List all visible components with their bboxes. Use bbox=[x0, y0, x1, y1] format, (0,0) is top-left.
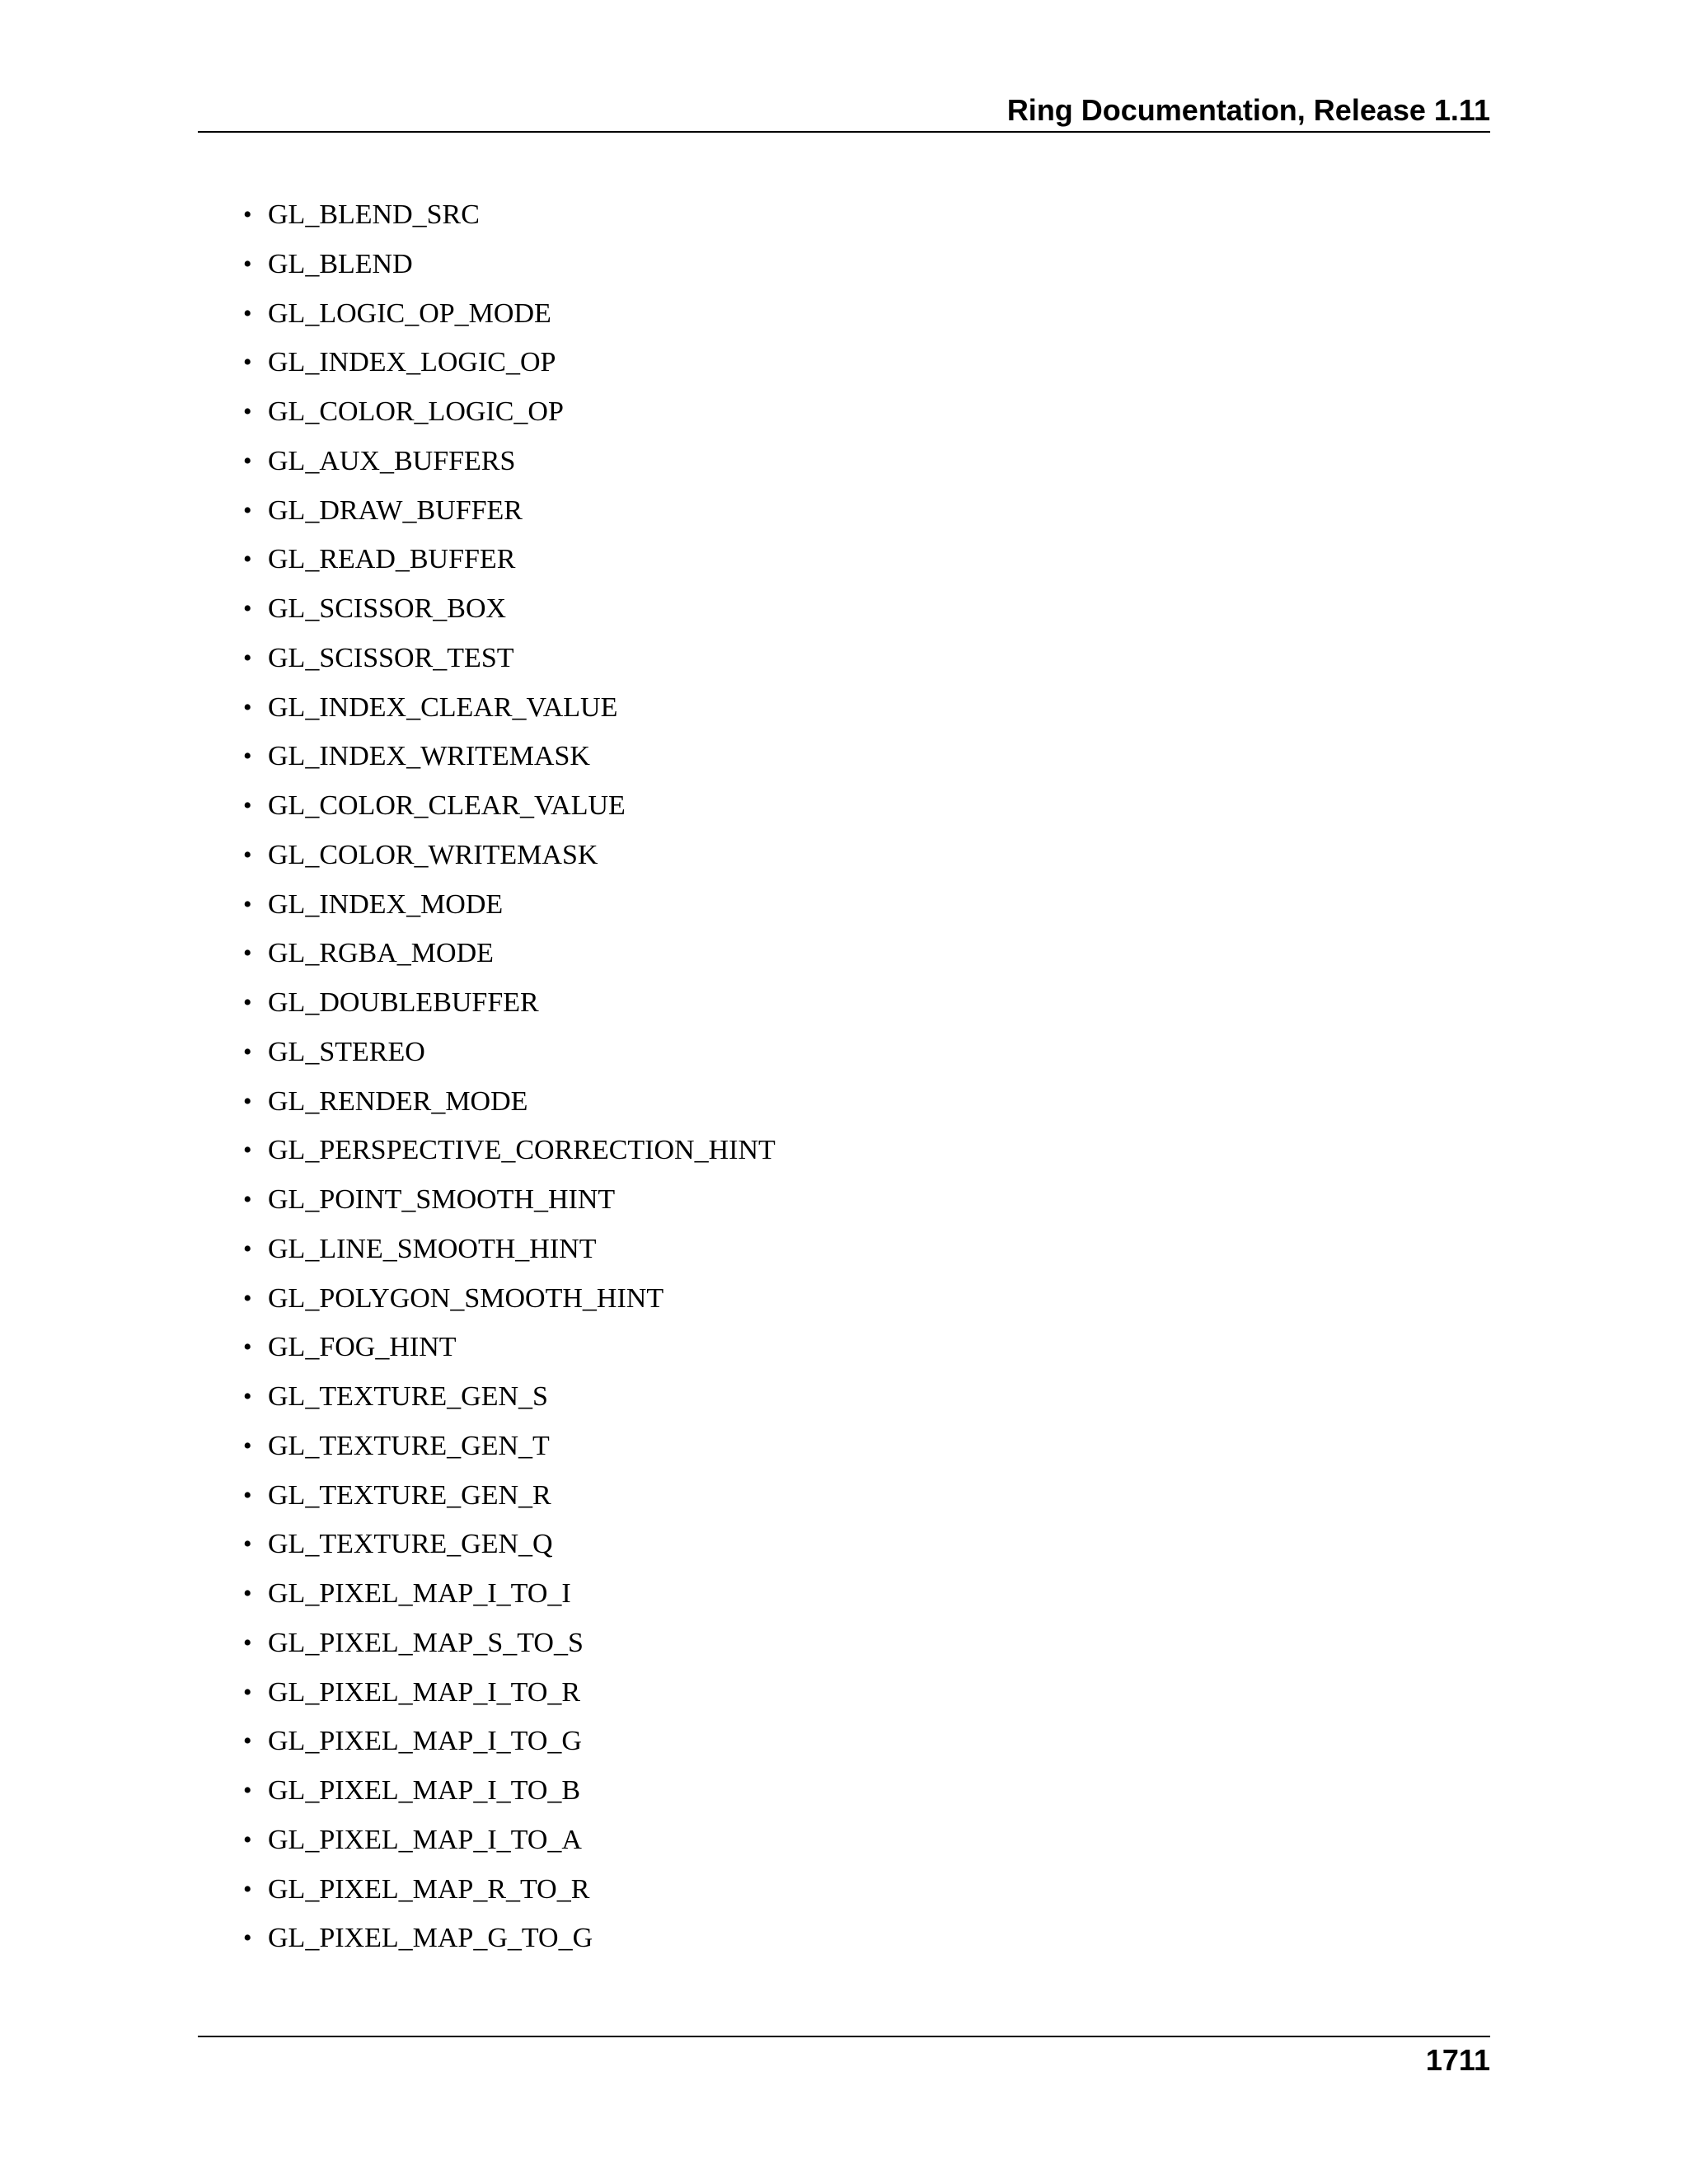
list-item-label: GL_RENDER_MODE bbox=[268, 1086, 528, 1117]
list-item-label: GL_POLYGON_SMOOTH_HINT bbox=[268, 1283, 664, 1314]
bullet-icon: • bbox=[243, 644, 252, 672]
list-item-label: GL_INDEX_CLEAR_VALUE bbox=[268, 692, 618, 723]
list-item-label: GL_INDEX_LOGIC_OP bbox=[268, 347, 556, 377]
list-item-label: GL_PERSPECTIVE_CORRECTION_HINT bbox=[268, 1135, 776, 1165]
list-item-label: GL_LOGIC_OP_MODE bbox=[268, 298, 551, 329]
bullet-icon: • bbox=[243, 1285, 252, 1312]
list-item-label: GL_FOG_HINT bbox=[268, 1332, 457, 1362]
list-item-label: GL_PIXEL_MAP_I_TO_R bbox=[268, 1677, 581, 1708]
bullet-icon: • bbox=[243, 1235, 252, 1263]
list-item-label: GL_SCISSOR_BOX bbox=[268, 593, 507, 624]
bullet-icon: • bbox=[243, 201, 252, 228]
bullet-icon: • bbox=[243, 546, 252, 573]
bullet-icon: • bbox=[243, 1038, 252, 1066]
bullet-icon: • bbox=[243, 1530, 252, 1558]
list-item-label: GL_PIXEL_MAP_I_TO_I bbox=[268, 1578, 571, 1609]
list-item-label: GL_TEXTURE_GEN_R bbox=[268, 1480, 551, 1511]
list-item-label: GL_BLEND_SRC bbox=[268, 199, 480, 230]
list-item-label: GL_TEXTURE_GEN_S bbox=[268, 1381, 548, 1412]
bullet-icon: • bbox=[243, 448, 252, 475]
list-item-label: GL_AUX_BUFFERS bbox=[268, 446, 516, 476]
list-item-label: GL_PIXEL_MAP_R_TO_R bbox=[268, 1874, 590, 1905]
list-item-label: GL_COLOR_LOGIC_OP bbox=[268, 396, 564, 427]
bullet-icon: • bbox=[243, 398, 252, 425]
list-item-label: GL_SCISSOR_TEST bbox=[268, 643, 514, 673]
list-item-label: GL_INDEX_WRITEMASK bbox=[268, 741, 590, 771]
bullet-icon: • bbox=[243, 989, 252, 1016]
bullet-icon: • bbox=[243, 1333, 252, 1361]
bullet-icon: • bbox=[243, 1629, 252, 1657]
page-number: 1711 bbox=[1425, 2043, 1490, 2077]
bullet-icon: • bbox=[243, 1876, 252, 1903]
bullet-icon: • bbox=[243, 300, 252, 327]
list-item-label: GL_PIXEL_MAP_I_TO_A bbox=[268, 1825, 582, 1855]
list-item-label: GL_PIXEL_MAP_S_TO_S bbox=[268, 1628, 584, 1658]
bullet-icon: • bbox=[243, 841, 252, 869]
list-item-label: GL_DRAW_BUFFER bbox=[268, 495, 523, 526]
bullet-icon: • bbox=[243, 743, 252, 770]
bullet-icon: • bbox=[243, 694, 252, 721]
list-item-label: GL_COLOR_WRITEMASK bbox=[268, 840, 598, 870]
list-item-label: GL_POINT_SMOOTH_HINT bbox=[268, 1184, 616, 1215]
bullet-icon: • bbox=[243, 1383, 252, 1410]
list-item-label: GL_STEREO bbox=[268, 1037, 425, 1067]
bullet-icon: • bbox=[243, 595, 252, 622]
list-item-label: GL_TEXTURE_GEN_T bbox=[268, 1431, 550, 1461]
list-item-label: GL_BLEND bbox=[268, 249, 413, 279]
bullet-icon: • bbox=[243, 1137, 252, 1164]
list-item-label: GL_INDEX_MODE bbox=[268, 889, 504, 920]
bullet-icon: • bbox=[243, 1580, 252, 1607]
bullet-icon: • bbox=[243, 1924, 252, 1952]
bullet-icon: • bbox=[243, 1679, 252, 1706]
bullet-icon: • bbox=[243, 792, 252, 819]
list-item-label: GL_DOUBLEBUFFER bbox=[268, 987, 539, 1018]
list-item-label: GL_PIXEL_MAP_G_TO_G bbox=[268, 1923, 593, 1953]
bullet-icon: • bbox=[243, 497, 252, 524]
bullet-icon: • bbox=[243, 251, 252, 278]
list-item-label: GL_READ_BUFFER bbox=[268, 544, 516, 574]
bullet-icon: • bbox=[243, 1432, 252, 1460]
list-item-label: GL_LINE_SMOOTH_HINT bbox=[268, 1234, 597, 1264]
bullet-icon: • bbox=[243, 1826, 252, 1854]
header-divider bbox=[198, 131, 1490, 133]
bullet-icon: • bbox=[243, 1186, 252, 1213]
bullet-icon: • bbox=[243, 1727, 252, 1755]
bullet-icon: • bbox=[243, 1088, 252, 1115]
bullet-icon: • bbox=[243, 349, 252, 376]
list-item-label: GL_PIXEL_MAP_I_TO_B bbox=[268, 1775, 581, 1806]
list-item-label: GL_COLOR_CLEAR_VALUE bbox=[268, 790, 626, 821]
list-item-label: GL_RGBA_MODE bbox=[268, 938, 494, 968]
list-item-label: GL_PIXEL_MAP_I_TO_G bbox=[268, 1726, 582, 1756]
bullet-icon: • bbox=[243, 1482, 252, 1509]
bullet-icon: • bbox=[243, 1777, 252, 1804]
bullet-icon: • bbox=[243, 940, 252, 967]
list-item-label: GL_TEXTURE_GEN_Q bbox=[268, 1529, 553, 1559]
page-header-title: Ring Documentation, Release 1.11 bbox=[1006, 93, 1490, 127]
bullet-icon: • bbox=[243, 891, 252, 918]
footer-divider bbox=[198, 2036, 1490, 2037]
